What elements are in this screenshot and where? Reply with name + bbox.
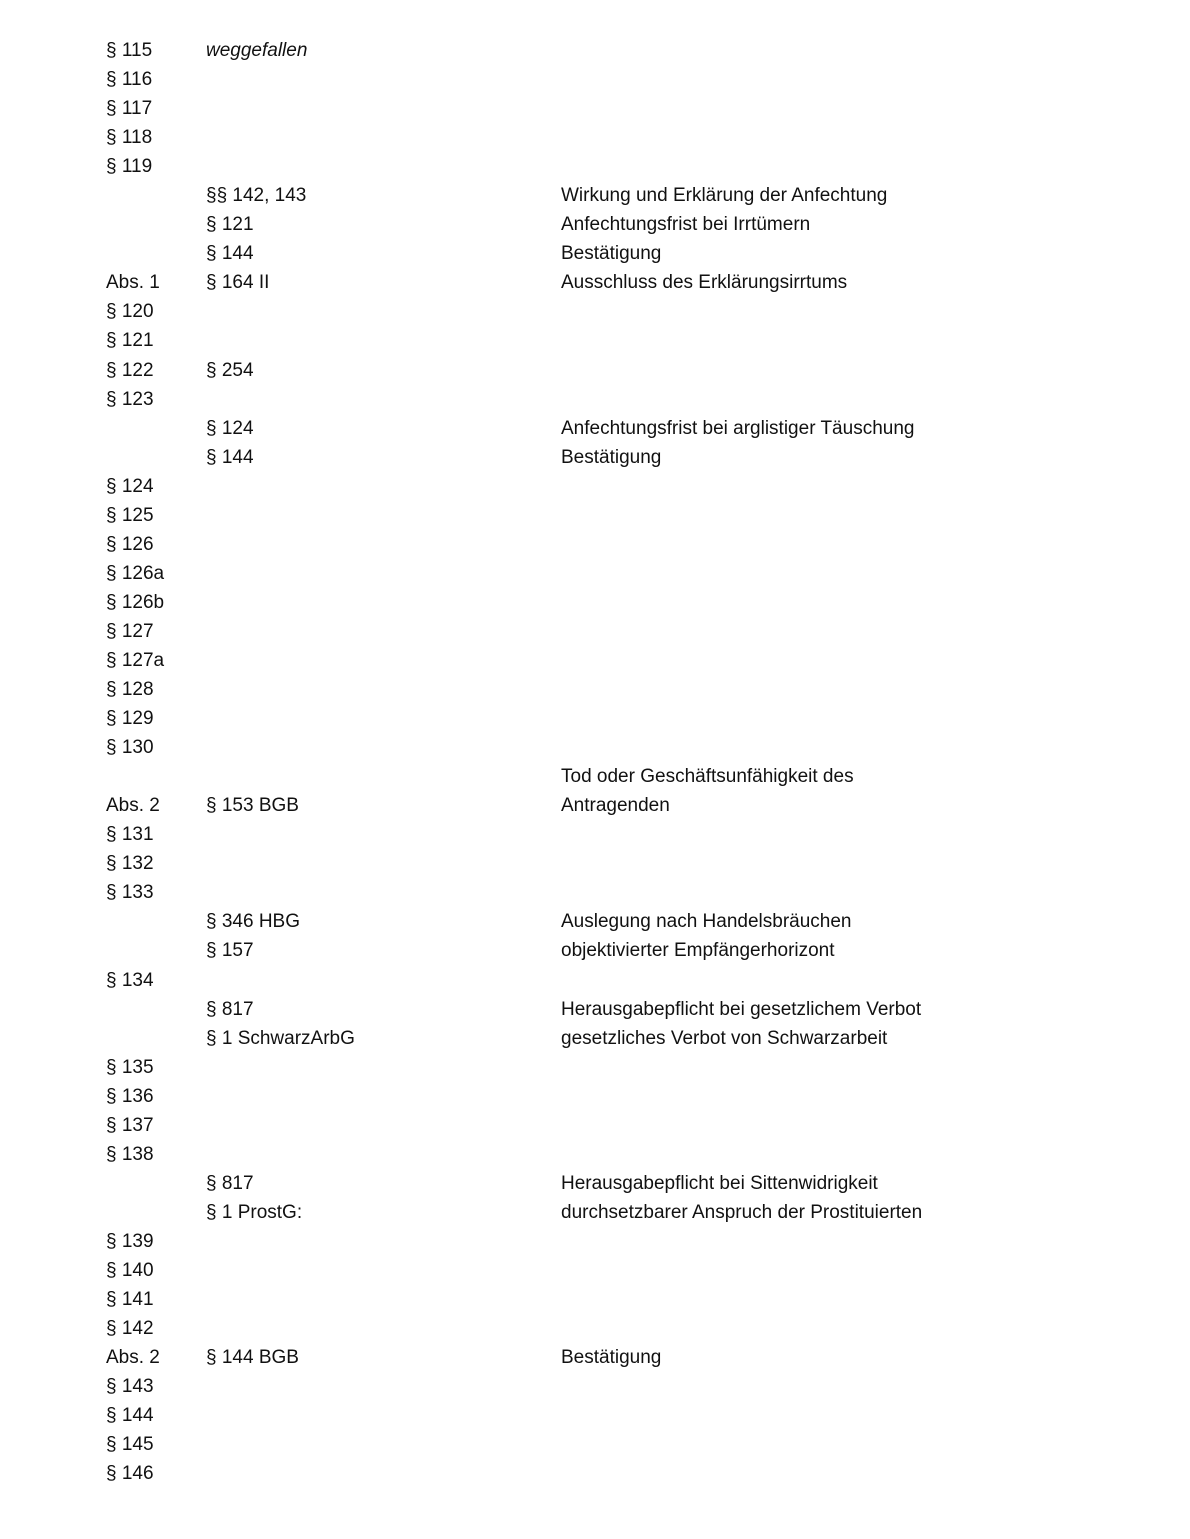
description-cell: objektivierter Empfängerhorizont	[561, 940, 835, 962]
reference-cell: weggefallen	[206, 40, 308, 61]
reference-cell: § 144 BGB	[206, 1347, 299, 1369]
section-cell: § 126	[106, 533, 154, 555]
table-row	[0, 94, 1190, 123]
section-cell: § 124	[106, 475, 154, 497]
table-row	[0, 472, 1190, 501]
paragraph-table	[0, 36, 1190, 1488]
reference-cell: § 121	[206, 214, 254, 236]
section-cell: § 126b	[106, 591, 165, 613]
table-row	[0, 588, 1190, 617]
table-row	[0, 1314, 1190, 1343]
description-cell: Bestätigung	[561, 243, 662, 265]
table-row	[0, 1082, 1190, 1111]
table-row	[0, 530, 1190, 559]
section-cell: § 145	[106, 1434, 154, 1456]
table-row	[0, 1285, 1190, 1314]
table-row	[0, 733, 1190, 762]
table-row	[0, 385, 1190, 414]
table-row	[0, 356, 1190, 385]
table-row	[0, 268, 1190, 297]
table-row	[0, 65, 1190, 94]
section-cell: § 126a	[106, 562, 165, 584]
section-cell: § 123	[106, 388, 154, 410]
table-row	[0, 1227, 1190, 1256]
section-cell: Abs. 1	[106, 272, 160, 294]
description-cell: Bestätigung	[561, 1347, 662, 1369]
table-row	[0, 326, 1190, 355]
section-cell: § 146	[106, 1463, 154, 1485]
description-cell: Auslegung nach Handelsbräuchen	[561, 911, 852, 933]
description-cell: Bestätigung	[561, 446, 662, 468]
description-cell: Herausgabepflicht bei gesetzlichem Verbot	[561, 998, 922, 1020]
table-row	[0, 501, 1190, 530]
table-row	[0, 36, 1190, 65]
section-cell: § 130	[106, 737, 154, 759]
table-row	[0, 181, 1190, 210]
table-row	[0, 297, 1190, 326]
table-row	[0, 791, 1190, 820]
section-cell: § 135	[106, 1056, 154, 1078]
table-row	[0, 559, 1190, 588]
reference-cell: § 157	[206, 940, 254, 962]
section-cell: § 143	[106, 1376, 154, 1398]
reference-cell: § 254	[206, 359, 254, 381]
section-cell: Abs. 2	[106, 795, 160, 817]
reference-cell: § 817	[206, 998, 254, 1020]
section-cell: § 119	[106, 156, 153, 178]
table-row	[0, 1140, 1190, 1169]
table-row	[0, 1198, 1190, 1227]
table-row	[0, 762, 1190, 791]
section-cell: § 127a	[106, 649, 165, 671]
table-row	[0, 675, 1190, 704]
table-row	[0, 1401, 1190, 1430]
description-cell: Antragenden	[561, 795, 670, 817]
section-cell: § 121	[106, 330, 154, 352]
reference-cell: § 124	[206, 417, 254, 439]
reference-cell: § 164 II	[206, 272, 270, 294]
table-row	[0, 820, 1190, 849]
table-row	[0, 1459, 1190, 1488]
table-row	[0, 443, 1190, 472]
description-cell: Anfechtungsfrist bei arglistiger Täuschung	[561, 417, 915, 439]
section-cell: § 140	[106, 1259, 154, 1281]
section-cell: § 116	[106, 69, 153, 91]
description-cell: gesetzliches Verbot von Schwarzarbeit	[561, 1027, 888, 1049]
reference-cell: § 144	[206, 243, 254, 265]
section-cell: § 139	[106, 1230, 154, 1252]
table-row	[0, 152, 1190, 181]
table-row	[0, 1053, 1190, 1082]
description-cell: Wirkung und Erklärung der Anfechtung	[561, 185, 888, 207]
section-cell: § 115	[106, 40, 153, 61]
table-row	[0, 617, 1190, 646]
table-row	[0, 239, 1190, 268]
section-cell: Abs. 2	[106, 1347, 160, 1369]
section-cell: § 137	[106, 1114, 154, 1136]
reference-cell: § 1 SchwarzArbG	[206, 1027, 355, 1049]
table-row	[0, 1111, 1190, 1140]
section-cell: § 141	[106, 1289, 154, 1311]
reference-cell: § 144	[206, 446, 254, 468]
section-cell: § 131	[106, 824, 154, 846]
table-row	[0, 1343, 1190, 1372]
table-row	[0, 704, 1190, 733]
description-cell: Ausschluss des Erklärungsirrtums	[561, 272, 848, 294]
description-cell: durchsetzbarer Anspruch der Prostituierten	[561, 1201, 923, 1223]
table-row	[0, 1372, 1190, 1401]
section-cell: § 118	[106, 127, 153, 149]
table-row	[0, 123, 1190, 152]
section-cell: § 125	[106, 504, 154, 526]
table-row	[0, 414, 1190, 443]
table-row	[0, 1430, 1190, 1459]
table-row	[0, 1169, 1190, 1198]
table-row	[0, 849, 1190, 878]
section-cell: § 129	[106, 708, 154, 730]
table-row	[0, 966, 1190, 995]
reference-cell: § 817	[206, 1172, 254, 1194]
section-cell: § 117	[106, 98, 153, 120]
table-row	[0, 878, 1190, 907]
table-row	[0, 1256, 1190, 1285]
table-row	[0, 907, 1190, 936]
section-cell: § 122	[106, 359, 154, 381]
reference-cell: §§ 142, 143	[206, 185, 307, 207]
section-cell: § 144	[106, 1405, 154, 1427]
section-cell: § 142	[106, 1318, 154, 1340]
section-cell: § 132	[106, 853, 154, 875]
description-cell: Anfechtungsfrist bei Irrtümern	[561, 214, 811, 236]
section-cell: § 134	[106, 969, 154, 991]
description-cell: Herausgabepflicht bei Sittenwidrigkeit	[561, 1172, 878, 1194]
table-row	[0, 1024, 1190, 1053]
table-row	[0, 936, 1190, 965]
description-cell: Tod oder Geschäftsunfähigkeit des	[561, 766, 854, 788]
section-cell: § 128	[106, 679, 154, 701]
section-cell: § 138	[106, 1143, 154, 1165]
section-cell: § 120	[106, 301, 154, 323]
reference-cell: § 1 ProstG:	[206, 1201, 303, 1223]
section-cell: § 133	[106, 882, 154, 904]
section-cell: § 127	[106, 620, 154, 642]
table-row	[0, 210, 1190, 239]
table-row	[0, 646, 1190, 675]
section-cell: § 136	[106, 1085, 154, 1107]
reference-cell: § 346 HBG	[206, 911, 300, 933]
table-row	[0, 995, 1190, 1024]
reference-cell: § 153 BGB	[206, 795, 299, 817]
